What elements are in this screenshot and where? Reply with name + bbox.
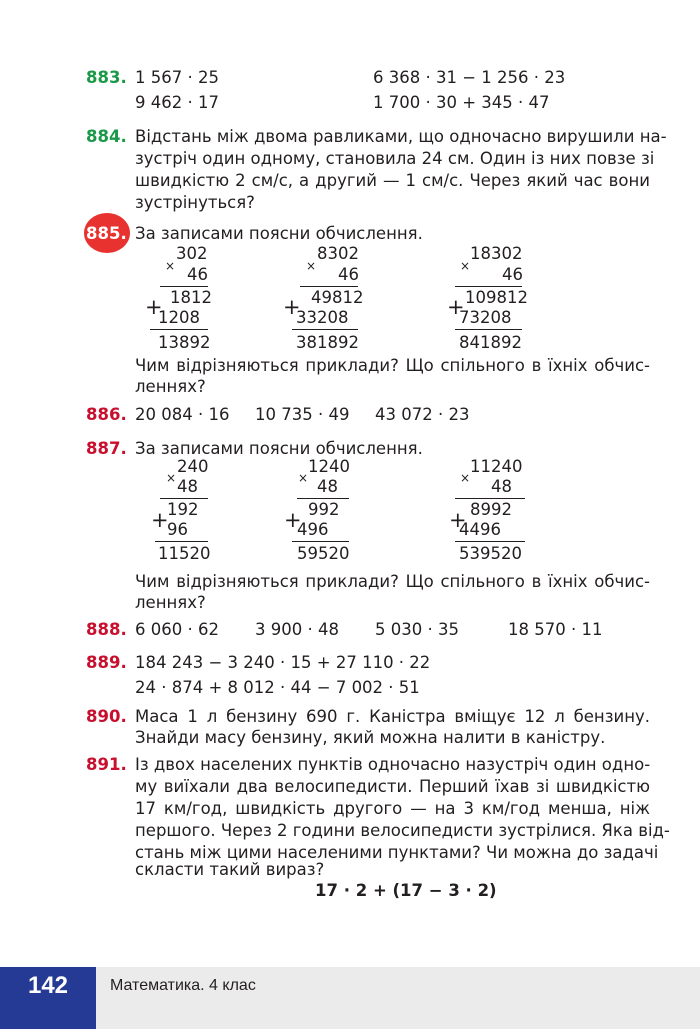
- expression: 5 030 · 35: [375, 620, 459, 639]
- divider-line: [300, 286, 358, 287]
- problem-number-886: 886.: [86, 405, 127, 424]
- text-line: Знайди масу бензину, який можна налити в каністру.: [135, 728, 606, 747]
- plus-sign: +: [449, 508, 467, 532]
- partial-product: 1812: [170, 288, 212, 307]
- divider-line: [150, 329, 208, 330]
- problem-number-891: 891.: [86, 755, 127, 774]
- expression: 3 900 · 48: [255, 620, 339, 639]
- partial-product: 192: [167, 500, 199, 519]
- multiplicand: 8302: [317, 244, 359, 263]
- multiplier: 46: [187, 265, 208, 284]
- times-sign: ×: [460, 259, 471, 273]
- partial-product: 96: [167, 520, 188, 539]
- product: 539520: [459, 544, 522, 563]
- partial-product: 1208: [158, 308, 200, 327]
- text-line: швидкістю 2 см/с, а другий — 1 см/с. Через який час вони: [135, 171, 650, 190]
- expression: 1 700 · 30 + 345 · 47: [373, 93, 550, 112]
- expression: 17 · 2 + (17 − 3 · 2): [315, 881, 497, 900]
- divider-line: [455, 329, 522, 330]
- partial-product: 496: [297, 520, 329, 539]
- divider-line: [297, 498, 349, 499]
- question-line: Чим відрізняються приклади? Що спільного в їхніх обчис-: [135, 356, 650, 375]
- multiplicand: 240: [177, 457, 209, 476]
- problem-number-890: 890.: [86, 707, 127, 726]
- expression: 6 368 · 31 − 1 256 · 23: [373, 68, 566, 87]
- expression: 10 735 · 49: [255, 405, 350, 424]
- expression: 18 570 · 11: [508, 620, 603, 639]
- page-footer: [0, 967, 700, 1029]
- problem-number-885: 885.: [86, 224, 127, 243]
- multiplicand: 11240: [470, 457, 523, 476]
- problem-number-889: 889.: [86, 653, 127, 672]
- expression: 43 072 · 23: [375, 405, 470, 424]
- divider-line: [160, 286, 208, 287]
- task-text: За записами поясни обчислення.: [135, 224, 423, 243]
- partial-product: 992: [308, 500, 340, 519]
- text-line: 17 км/год, швидкість другого — на 3 км/год менша, ніж: [135, 799, 650, 818]
- question-line: Чим відрізняються приклади? Що спільного в їхніх обчис-: [135, 572, 650, 591]
- expression: 184 243 − 3 240 · 15 + 27 110 · 22: [135, 653, 431, 672]
- plus-sign: +: [283, 295, 301, 319]
- text-line: скласти такий вираз?: [135, 860, 325, 879]
- product: 59520: [297, 544, 350, 563]
- multiplier: 48: [491, 477, 512, 496]
- divider-line: [455, 498, 525, 499]
- expression: 1 567 · 25: [135, 68, 219, 87]
- partial-product: 109812: [465, 288, 528, 307]
- expression: 20 084 · 16: [135, 405, 230, 424]
- partial-product: 8992: [470, 500, 512, 519]
- plus-sign: +: [145, 295, 163, 319]
- product: 841892: [459, 333, 522, 352]
- text-line: першого. Через 2 години велосипедисти зустрілися. Яка від-: [135, 821, 670, 840]
- multiplier: 46: [502, 265, 523, 284]
- problem-number-883: 883.: [86, 68, 127, 87]
- expression: 9 462 · 17: [135, 93, 219, 112]
- book-title: Математика. 4 клас: [110, 977, 256, 994]
- partial-product: 4496: [459, 520, 501, 539]
- divider-line: [155, 541, 208, 542]
- times-sign: ×: [460, 471, 471, 485]
- plus-sign: +: [284, 508, 302, 532]
- divider-line: [160, 498, 208, 499]
- page-number-badge: [0, 967, 96, 1029]
- multiplier: 46: [338, 265, 359, 284]
- problem-number-888: 888.: [86, 620, 127, 639]
- multiplier: 48: [317, 477, 338, 496]
- multiplier: 48: [177, 477, 198, 496]
- multiplicand: 18302: [470, 244, 523, 263]
- text-line: стань між цими населеними пунктами? Чи можна до задачі: [135, 843, 659, 862]
- problem-number-887: 887.: [86, 439, 127, 458]
- page-number: 142: [27, 972, 69, 999]
- partial-product: 33208: [296, 308, 349, 327]
- product: 13892: [158, 333, 211, 352]
- partial-product: 73208: [459, 308, 512, 327]
- times-sign: ×: [306, 259, 317, 273]
- plus-sign: +: [151, 508, 169, 532]
- question-line: леннях?: [135, 593, 206, 612]
- times-sign: ×: [166, 471, 177, 485]
- divider-line: [455, 286, 522, 287]
- text-line: Відстань між двома равликами, що одночасно вирушили на-: [135, 127, 667, 146]
- expression: 24 · 874 + 8 012 · 44 − 7 002 · 51: [135, 678, 420, 697]
- question-line: леннях?: [135, 377, 206, 396]
- product: 381892: [296, 333, 359, 352]
- task-text: За записами поясни обчислення.: [135, 439, 423, 458]
- partial-product: 49812: [311, 288, 364, 307]
- text-line: Із двох населених пунктів одночасно назустріч один одно-: [135, 755, 651, 774]
- text-line: Маса 1 л бензину 690 г. Каністра вміщує 12 л бензину.: [135, 707, 650, 726]
- text-line: зустрінуться?: [135, 193, 255, 212]
- times-sign: ×: [298, 471, 309, 485]
- times-sign: ×: [165, 259, 176, 273]
- product: 11520: [158, 544, 211, 563]
- text-line: му виїхали два велосипедисти. Перший їхав зі швидкістю: [135, 777, 650, 796]
- divider-line: [292, 329, 358, 330]
- multiplicand: 1240: [308, 457, 350, 476]
- divider-line: [292, 541, 349, 542]
- plus-sign: +: [447, 295, 465, 319]
- expression: 6 060 · 62: [135, 620, 219, 639]
- problem-number-884: 884.: [86, 127, 127, 146]
- text-line: зустріч один одному, становила 24 см. Один із них повзе зі: [135, 149, 655, 168]
- divider-line: [455, 541, 525, 542]
- multiplicand: 302: [176, 244, 208, 263]
